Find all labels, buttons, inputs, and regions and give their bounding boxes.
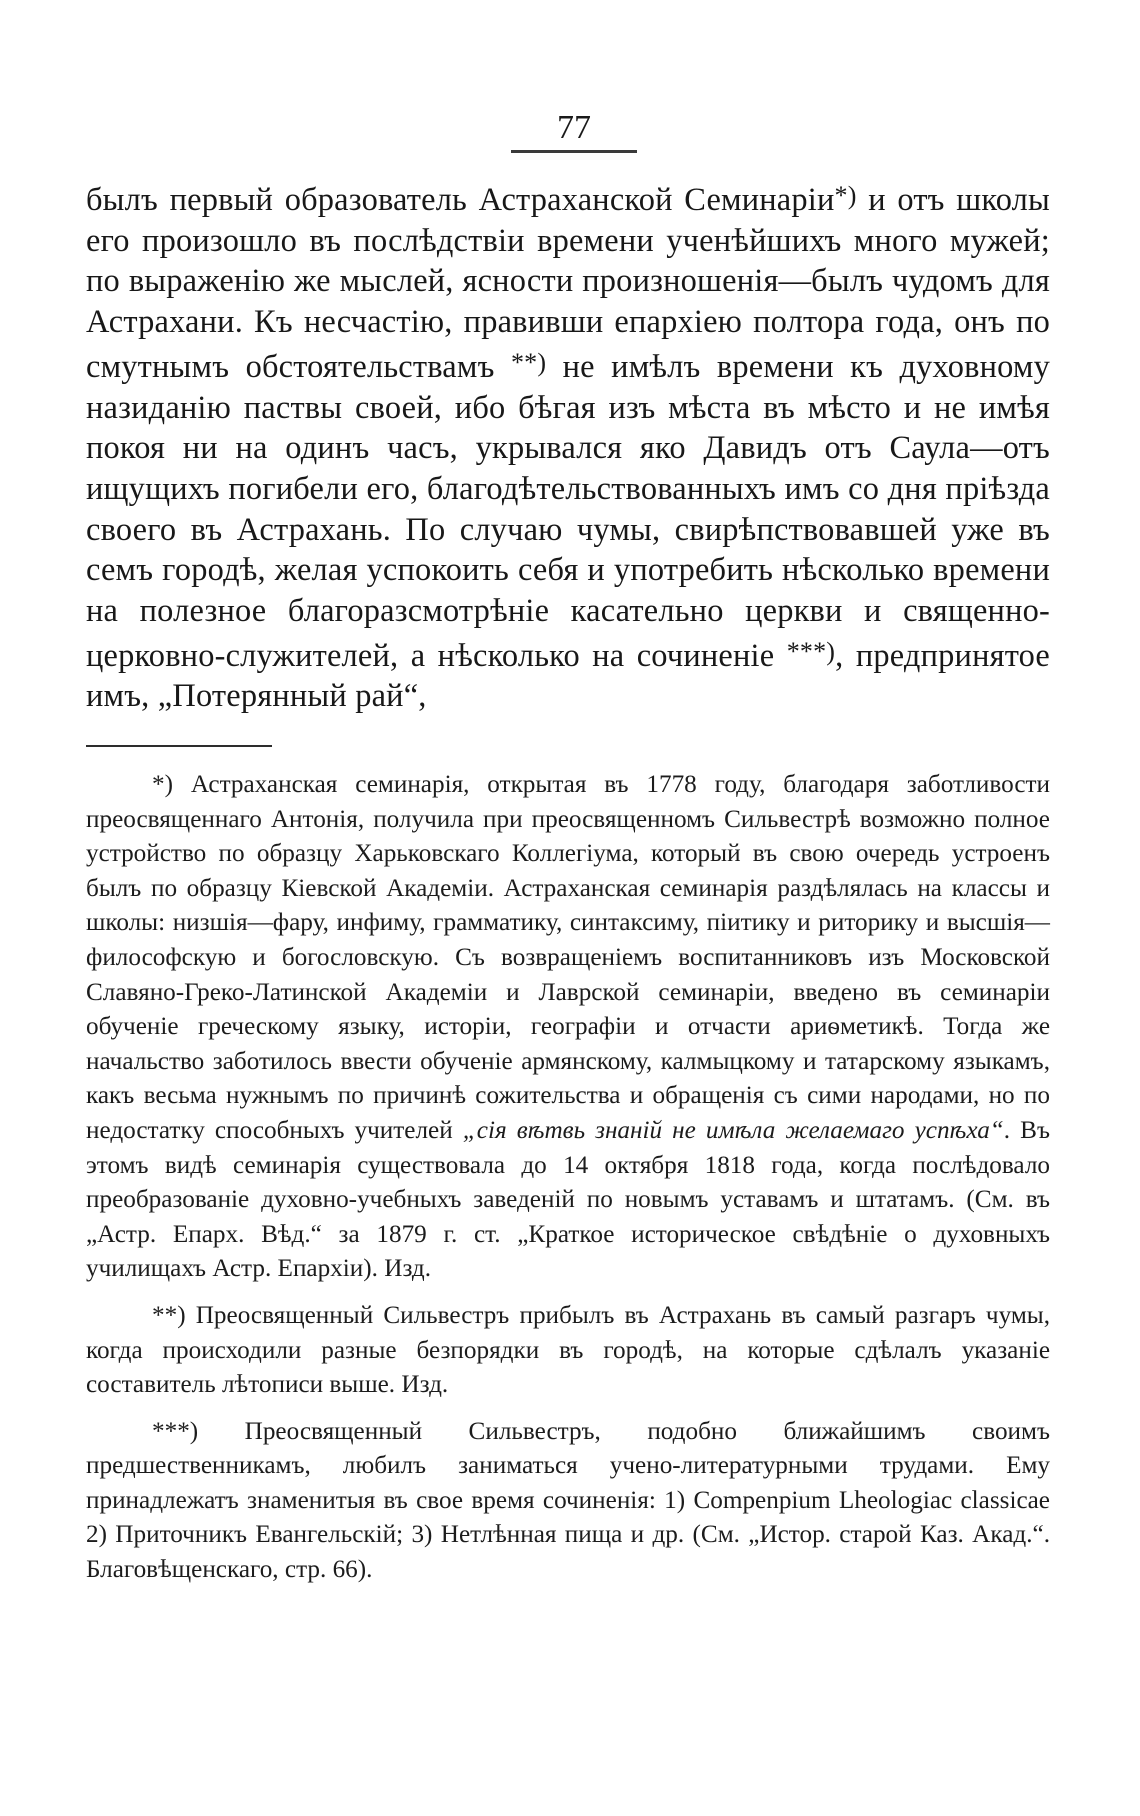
main-paragraph bbox=[86, 176, 1050, 717]
footnotes bbox=[86, 768, 1050, 1600]
main-text-part-3: не имѣлъ времени къ духовному назиданію паствы своей, ибо бѣгая изъ мѣста въ мѣсто и не имѣя покоя ни на одинъ часъ, укрывался яко Давидъ отъ Саула—отъ ищущихъ погибели его, благодѣтельствованныхъ имъ со дня пріѣзда своего въ Астрахань. По случаю чумы, свирѣпствовавшей уже въ семъ городѣ, желая успокоить себя и употребить нѣсколько времени на полезное благоразсмотрѣніе касательно церкви и священно-церковно-служителей, а нѣсколько на сочиненіе bbox=[86, 348, 1050, 674]
footnote-1-text-a: Астраханская семинарія, открытая въ 1778 году, благодаря заботливости преосвященнаго Антонія, получила при преосвященномъ Сильвестрѣ возможно полное устройство по образцу Харьковскаго Коллегіума, который въ свою очередь устроенъ былъ по образцу Кіевской Академіи. Астраханская семинарія раздѣлялась на классы и школы: низшія—фару, инфиму, грамматику, синтаксиму, піитику и риторику и высшія—философскую и богословскую. Съ возвращеніемъ воспитанниковъ изъ Московской Славяно-Греко-Латинской Академіи и Лаврской семинаріи, введено въ семинаріи обученіе греческому языку, исторіи, географіи и отчасти ариѳметикѣ. Тогда же начальство заботилось ввести обученіе армянскому, калмыцкому и татарскому языкамъ, какъ весьма нужнымъ по причинѣ сожительства и обращенія съ сими народами, но по недостатку способныхъ учителей bbox=[86, 771, 1050, 1144]
footnote-ref-1: *) bbox=[834, 181, 857, 210]
footnote-ref-3: ***) bbox=[786, 636, 836, 666]
footnote-separator bbox=[86, 745, 272, 747]
page-number: 77 bbox=[511, 108, 637, 153]
footnote-ref-2: **) bbox=[510, 347, 547, 377]
footnote-1 bbox=[86, 768, 1050, 1287]
footnote-2-mark: **) bbox=[152, 1301, 186, 1329]
main-text-part-1: былъ первый образователь Астраханской Семинаріи bbox=[86, 182, 835, 218]
footnote-2-text: Преосвященный Сильвестръ прибылъ въ Астрахань въ самый разгаръ чумы, когда происходили разные безпорядки въ городѣ, на которые сдѣлалъ указаніе составитель лѣтописи выше. Изд. bbox=[86, 1301, 1050, 1399]
footnote-3 bbox=[86, 1415, 1050, 1588]
page-header bbox=[0, 108, 1140, 153]
footnote-3-text: Преосвященный Сильвестръ, подобно ближайшимъ своимъ предшественникамъ, любилъ заниматься учено-литературными трудами. Ему принадлежатъ знаменитыя въ свое время сочиненія: 1) Compenpium Lheologiac classicae 2) Приточникъ Евангельскій; 3) Нетлѣнная пища и др. (См. „Истор. старой Каз. Акад.“. Благовѣщенскаго, стр. 66). bbox=[86, 1417, 1050, 1584]
main-text-part-4: , предпринятое имъ, „Потерянный рай“, bbox=[86, 637, 1051, 715]
footnote-1-quote: „сія вѣтвь знаній не имѣла желаемаго успѣха“ bbox=[462, 1116, 1004, 1144]
main-text-part-2: и отъ школы его произошло въ послѣдствіи времени ученѣйшихъ много мужей; по выраженію же мыслей, ясности произношенія—былъ чудомъ для Астрахани. Къ несчастію, правивши епархіею полтора года, онъ по смутнымъ обстоятельствамъ bbox=[86, 182, 1050, 385]
footnote-1-text-b: . Въ этомъ видѣ семинарія существовала до 14 октября 1818 года, когда послѣдовало преобразованіе духовно-учебныхъ заведеній по новымъ уставамъ и штатамъ. (См. въ „Астр. Епарх. Вѣд.“ за 1879 г. ст. „Краткое историческое свѣдѣніе о духовныхъ училищахъ Астр. Епархіи). Изд. bbox=[86, 1116, 1050, 1283]
footnote-3-mark: ***) bbox=[152, 1417, 199, 1445]
footnote-1-mark: *) bbox=[152, 771, 173, 798]
footnote-2 bbox=[86, 1299, 1050, 1403]
